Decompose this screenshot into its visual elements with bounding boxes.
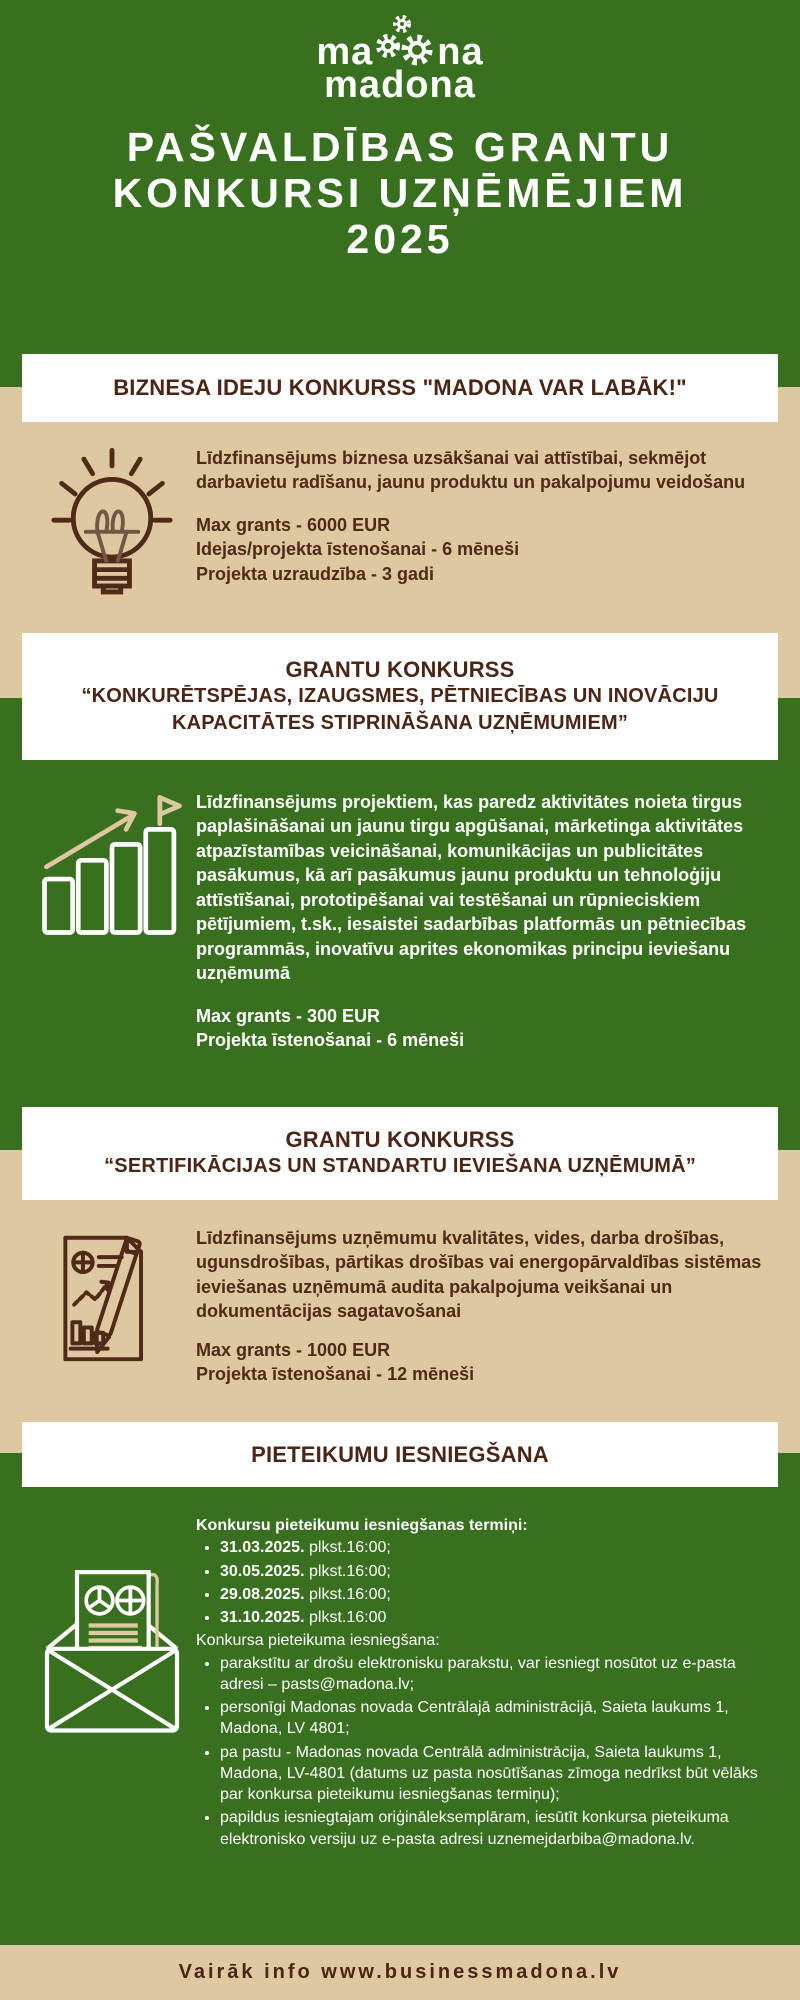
submission-banner-band [0,1422,800,1487]
contest-3-description: Līdzfinansējums uzņēmumu kvalitātes, vides, darba drošības, ugunsdrošības, pārtikas drošības vai energopārvaldības sistēmas ieviešanas uzņēmumā audita pakalpojuma veikšanai un dokumentācijas sagatavošanai [196,1228,762,1322]
envelope-icon [37,1563,187,1743]
contest-1-banner [22,354,778,422]
header-area [0,0,800,354]
deadline-date: 29.08.2025. [220,1585,305,1603]
deadline-time: plkst.16:00; [308,1585,391,1603]
deadline-item [220,1584,782,1605]
contest-3-banner-band [0,1107,800,1200]
deadlines-title: Konkursu pieteikumu iesniegšanas termiņi: [196,1517,528,1534]
contest-2-banner-title: GRANTU KONKURSS [285,656,515,682]
contest-3-details [196,1338,782,1387]
contest-1-body [0,422,800,633]
detail-line: Projekta īstenošanai - 6 mēneši [196,1030,465,1051]
contest-2-banner [22,633,778,760]
contest-1-banner-title: BIZNESA IDEJU KONKURSS "MADONA VAR LABĀK!" [113,375,687,400]
submission-banner-title: PIETEIKUMU IESNIEGŠANA [251,1441,549,1467]
deadlines-list [196,1537,782,1628]
footer-text: Vairāk info www.businessmadona.lv [178,1961,622,1983]
deadline-item [220,1561,782,1582]
submission-method-item: • personīgi Madonas novada Centrālajā administrācijā, Saieta laukums 1, Madona, LV 4801; [220,1697,782,1740]
detail-line: Max grants - 300 EUR [196,1005,381,1026]
contest-3-banner-title: GRANTU KONKURSS [285,1127,515,1152]
deadline-time: plkst.16:00; [308,1562,391,1580]
document-pencil-icon [46,1226,178,1378]
deadline-date: 30.05.2025. [220,1562,305,1580]
contest-3-banner [22,1107,778,1200]
contest-2-banner-subtitle: “KONKURĒTSPĒJAS, IZAUGSMES, PĒTNIECĪBAS UN INOVĀCIJU KAPACITĀTES STIPRINĀŠANA UZŅĒMUMIEM” [81,684,719,734]
detail-line: Max grants - 1000 EUR [196,1339,391,1360]
contest-2-icon-col [28,790,196,940]
madona-logo [0,24,800,107]
title-line-1: PAŠVALDĪBAS GRANTU [126,124,674,170]
deadline-item [220,1537,782,1558]
deadline-date: 31.10.2025. [220,1609,305,1627]
logo-prefix: ma [316,30,374,73]
contest-2-description: Līdzfinansējums projektiem, kas paredz aktivitātes noieta tirgus paplašināšanai un jaunu tirgu apgūšanai, mārketinga aktivitātes atpazīstamības veicināšanai, komunikācijas un publicitātes pasākumus, kā arī pasākumus jaunu produktu un tehnoloģiju attīstīšanai, prototipēšanai vai testēšanai un rūpnieciskiem pētījumiem, t.sk., iesaistei sadarbības platformās un pētniecības programmās, inovatīvu aprites ekonomikas principu ieviešanu uzņēmumā [196,792,747,984]
contest-1-banner-band [0,354,800,422]
growth-chart-icon [37,790,187,940]
gears-icon [372,13,438,69]
submission-methods-list [196,1653,782,1850]
detail-line: Projekta īstenošanai - 12 mēneši [196,1364,475,1385]
deadline-time: plkst.16:00 [308,1609,387,1627]
title-line-2: KONKURSI UZŅĒMĒJIEM [112,169,688,216]
submission-methods-title: Konkursa pieteikuma iesniegšana: [196,1632,440,1650]
contest-1-details [196,513,782,586]
page-title [0,125,800,263]
detail-line: Projekta uzraudzība - 3 gadi [196,563,435,584]
footer [0,1945,800,2000]
contest-1-icon-col [28,446,196,606]
deadline-item [220,1607,782,1628]
detail-line: Max grants - 6000 EUR [196,514,391,535]
submission-method-item: • papildus iesniegtajam oriģināleksemplāram, iesūtīt konkursa pieteikuma elektronisko versiju uz e-pasta adresi uznemejdarbiba@madona.lv. [220,1807,782,1850]
title-line-3: 2025 [346,215,454,262]
contest-1-description: Līdzfinansējums biznesa uzsākšanai vai attīstībai, sekmējot darbavietu radīšanu, jaunu produktu un pakalpojumu veidošanu [196,448,746,493]
deadline-date: 31.03.2025. [220,1539,305,1557]
submission-method-item: • parakstītu ar drošu elektronisku parakstu, var iesniegt nosūtot uz e-pasta adresi – pasts@madona.lv; [220,1653,782,1696]
contest-3-body [0,1200,800,1422]
contest-2-banner-band [0,633,800,760]
logo-line2: madona [324,64,476,106]
deadline-time: plkst.16:00; [308,1539,391,1557]
submission-banner [22,1422,778,1487]
submission-icon-col [28,1515,196,1743]
contest-2-details [196,1004,782,1053]
contest-3-banner-subtitle: “SERTIFIKĀCIJAS UN STANDARTU IEVIEŠANA UZŅĒMUMĀ” [104,1155,696,1177]
lightbulb-icon [49,446,175,606]
detail-line: Idejas/projekta īstenošanai - 6 mēneši [196,539,520,560]
submission-body [0,1487,800,1945]
submission-method-item: • pa pastu - Madonas novada Centrālā administrācija, Saieta laukums 1, Madona, LV-4801 (datums uz pasta nosūtīšanas zīmoga nedrīkst būt vēlāks par konkursa pieteikumu iesniegšanas termiņu); [220,1742,782,1806]
contest-2-body [0,760,800,1107]
contest-3-icon-col [28,1226,196,1378]
logo-suffix: na [437,30,484,73]
